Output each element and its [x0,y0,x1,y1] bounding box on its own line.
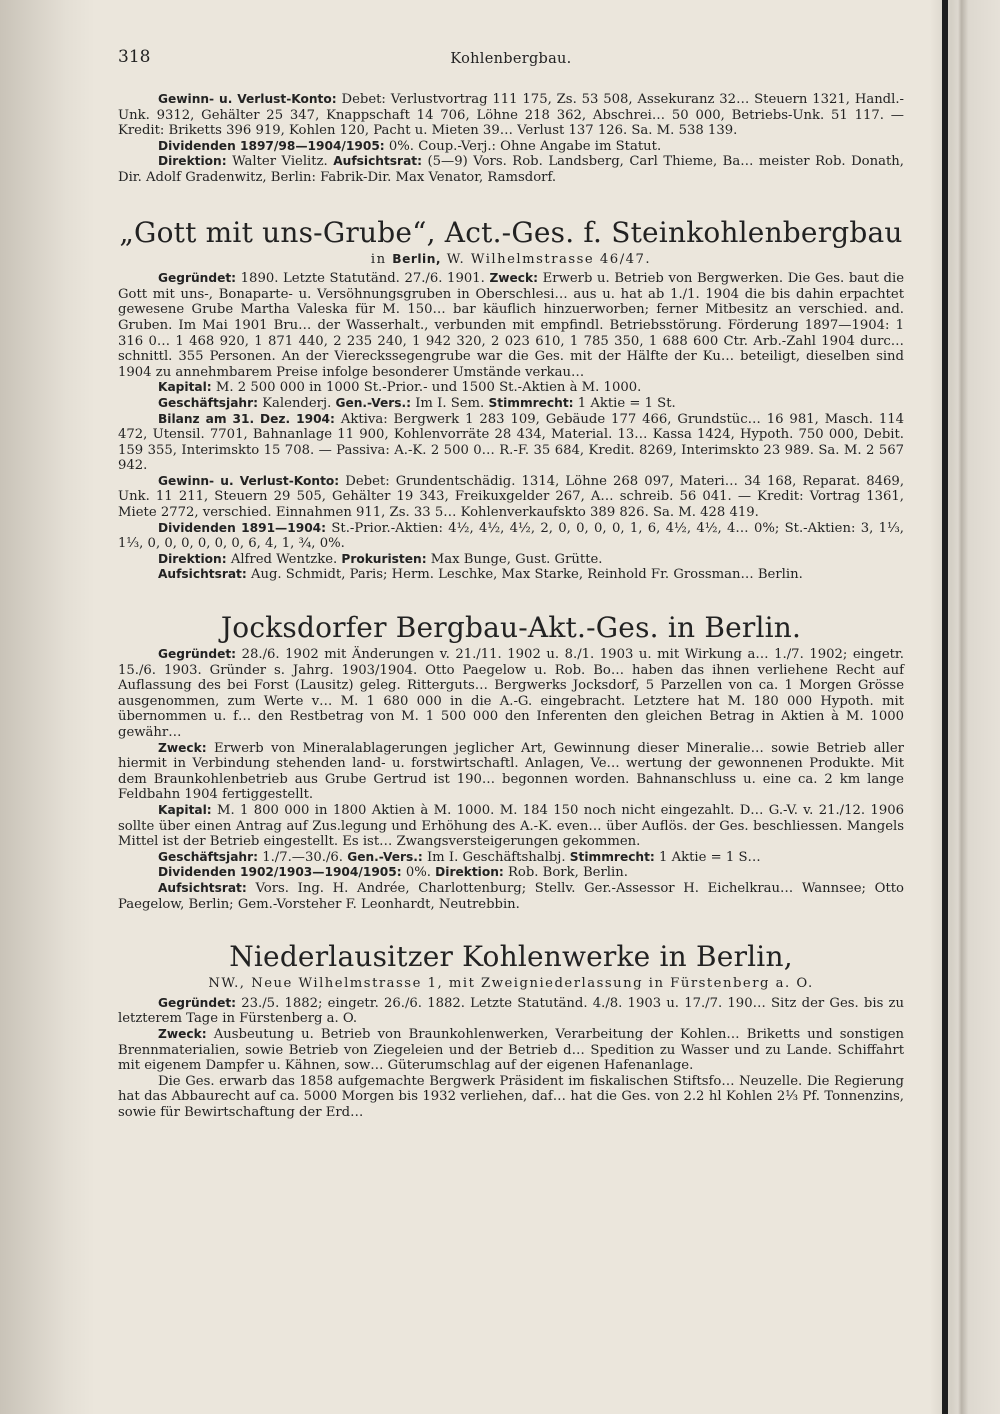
continuation-gv: Gewinn- u. Verlust-Konto: Debet: Verlustvortrag 111 175, Zs. 53 508, Assekuranz 32… Steuern 1321, Handl.-Unk. 9312, Gehälter 25 347, Knappschaft 14 706, Löhne 218 362, Abschrei… 50 000, Betriebs-Unk. 51 117. — Kredit: Briketts 396 919, Kohlen 120, Pacht u. Mieten 39… Verlust 137 126. Sa. M. 538 139. [118,92,904,139]
history-entry: Die Ges. erwarb das 1858 aufgemachte Bergwerk Präsident im fiskalischen Stiftsfo… Neuzelle. Die Regierung hat das Abbaurecht auf ca. 5000 Morgen bis 1932 verliehen, daf… hat die Ges. von 2.2 hl Kohlen 2⅓ Pf. Tonnenzins, sowie für Bewirtschaftung der Erd… [118,1073,904,1120]
balance-entry: Bilanz am 31. Dez. 1904: Aktiva: Bergwerk 1 283 109, Gebäude 177 466, Grundstüc… 16 981, Masch. 114 472, Utensil. 7701, Bahnanlage 11 900, Kohlenvorräte 28 434, Material. 13… Kassa 1424, Hypoth. 750 000, Debit. 159 355, Interimskto 15 708. — Passiva: A.-K. 2 500 0… R.-F. 35 684, Kredit. 8269, Interimskto 23 989. Sa. M. 2 567 942. [118,411,904,474]
company-title-gott-mit-uns: „Gott mit uns-Grube“, Act.-Ges. f. Steinkohlenbergbau [119,215,903,249]
company-address: in Berlin, W. Wilhelmstrasse 46/47. [370,251,652,267]
page-content [118,47,905,1120]
fiscal-year-entry: Geschäftsjahr: 1./7.—30./6. Gen.-Vers.: Im I. Geschäftshalbj. Stimmrecht: 1 Aktie = 1 S… [158,849,761,865]
scan-right-margin [930,0,1000,1414]
continuation-direktion: Direktion: Walter Vielitz. Aufsichtsrat: (5—9) Vors. Rob. Landsberg, Carl Thieme, Ba… meister Rob. Donath, Dir. Adolf Gradenwitz, Berlin: Fabrik-Dir. Max Venator, Ramsdorf. [118,154,904,185]
aufsichtsrat-entry: Aufsichtsrat: Vors. Ing. H. Andrée, Charlottenburg; Stellv. Ger.-Assessor H. Eichelkrau… Wannsee; Otto Paegelow, Berlin; Gem.-Vorsteher F. Leonhardt, Neutrebbin. [118,880,904,912]
continuation-dividends: Dividenden 1897/98—1904/1905: 0%. Coup.-Verj.: Ohne Angabe im Statut. [158,138,662,154]
capital-entry: Kapital: M. 1 800 000 in 1800 Aktien à M. 1000. M. 184 150 noch nicht eingezahlt. D… G.-V. v. 21./12. 1906 sollte über einen Antrag auf Zus.legung und Erhöhung des A.-K. even… über Auflös. der Ges. beschliessen. Mangels Mittel ist der Betrieb eingestellt. Es ist… Zwangsversteigerungen gekommen. [118,802,904,850]
running-title: Kohlenbergbau. [450,51,572,67]
capital-entry: Kapital: M. 2 500 000 in 1000 St.-Prior.- und 1500 St.-Aktien à M. 1000. [158,380,642,396]
aufsichtsrat-entry: Aufsichtsrat: Aug. Schmidt, Paris; Herm. Leschke, Max Starke, Reinhold Fr. Grossman… Berlin. [158,567,803,583]
dividends-entry: Dividenden 1902/1903—1904/1905: 0%. Direktion: Rob. Bork, Berlin. [158,865,628,881]
company-address: NW., Neue Wilhelmstrasse 1, mit Zweigniederlassung in Fürstenberg a. O. [208,976,814,992]
purpose-entry: Zweck: Erwerb von Mineralablagerungen jeglicher Art, Gewinnung dieser Mineralie… sowie Betrieb aller hiermit in Verbindung stehenden land- u. forstwirtschaftl. Anlagen, Ve… wertung der gewonnenen Produkte. Mit dem Braunkohlenbetrieb aus Grube Gertrud ist 190… begonnen worden. Bahnanschluss u. eine ca. 2 km lange Feldbahn 1904 fertiggestellt. [118,740,904,803]
page-number: 318 [118,47,151,67]
dividends-entry: Dividenden 1891—1904: St.-Prior.-Aktien: 4½, 4½, 4½, 2, 0, 0, 0, 0, 1, 6, 4½, 4½, 4… 0%; St.-Aktien: 3, 1⅓, 1⅓, 0, 0, 0, 0, 0, 0, 6, 4, 1, ¾, 0%. [118,520,904,552]
founded-entry: Gegründet: 1890. Letzte Statutänd. 27./6. 1901. Zweck: Erwerb u. Betrieb von Bergwerken. Die Ges. baut die Gott mit uns-, Bonaparte- u. Versöhnungsgruben in Oberschlesi… aus u. hat ab 1./1. 1904 die bis dahin erpachtet gewesene Grube Martha Valeska für M. 150… bar käuflich hinzuerworben; ferner Mitbesitz an verschied. and. Gruben. Im Mai 1901 Bru… der Wasserhalt., verbunden mit empfindl. Betriebsstörung. Förderung 1897—1904: 1 316 0… 1 468 920, 1 871 440, 2 235 240, 1 942 320, 2 023 610, 1 785 350, 1 688 600 Ctr. Arb.-Zahl 1904 durc… schnittl. 355 Personen. An der Viereckssegengrube war die Ges. mit der Hälfte der Ku… beteiligt, dieselben sind 1904 zu annehmbarem Preise infolge besonderer Umstände verkau… [118,271,904,380]
running-head [118,47,904,74]
company-title-niederlausitzer: Niederlausitzer Kohlenwerke in Berlin, [229,940,793,974]
company-title-jocksdorfer: Jocksdorfer Bergbau-Akt.-Ges. in Berlin. [220,611,802,645]
founded-entry: Gegründet: 23./5. 1882; eingetr. 26./6. 1882. Letzte Statutänd. 4./8. 1903 u. 17./7. 190… Sitz der Ges. bis zu letzterem Tage in Fürstenberg a. O. [118,995,905,1027]
purpose-entry: Zweck: Ausbeutung u. Betrieb von Braunkohlenwerken, Verarbeitung der Kohlen… Briketts und sonstigen Brennmaterialien, sowie Betrieb von Ziegeleien und der Betrieb d… Spedition zu Wasser und zu Lande. Schiffahrt mit eigenem Dampfer u. Kähnen, sow… Güterumschlag auf der eigenen Hafenanlage. [118,1026,905,1074]
scan-left-margin [0,0,95,1414]
profit-loss-entry: Gewinn- u. Verlust-Konto: Debet: Grundentschädig. 1314, Löhne 268 097, Materi… 34 168, Reparat. 8469, Unk. 11 211, Steuern 29 505, Gehälter 19 343, Freikuxgelder 267, A… schreib. 56 041. — Kredit: Vortrag 1361, Miete 2772, verschied. Einnahmen 911, Zs. 33 5… Kohlenverkaufskto 389 826. Sa. M. 428 419. [118,473,905,521]
fiscal-year-entry: Geschäftsjahr: Kalenderj. Gen.-Vers.: Im I. Sem. Stimmrecht: 1 Aktie = 1 St. [158,395,676,411]
direktion-entry: Direktion: Alfred Wentzke. Prokuristen: Max Bunge, Gust. Grütte. [158,551,603,567]
founded-entry: Gegründet: 28./6. 1902 mit Änderungen v. 21./11. 1902 u. 8./1. 1903 u. mit Wirkung a… 1./7. 1902; eingetr. 15./6. 1903. Gründer s. Jahrg. 1903/1904. Otto Paegelow u. Rob. Bo… haben das ihnen verliehene Recht auf Auflassung des bei Forst (Lausitz) geleg. Ritterguts… Bergwerks Jocksdorf, 5 Parzellen von ca. 1 Morgen Grösse ausgenommen, zum Werte v… M. 1 680 000 in die A.-G. eingebracht. Letztere hat M. 180 000 Hypoth. mit übernommen u. f… den Restbetrag von M. 1 500 000 den Inferenten den gleichen Betrag in Aktien à M. 1000 gewähr… [118,647,904,740]
gutter-rule [942,0,948,1414]
